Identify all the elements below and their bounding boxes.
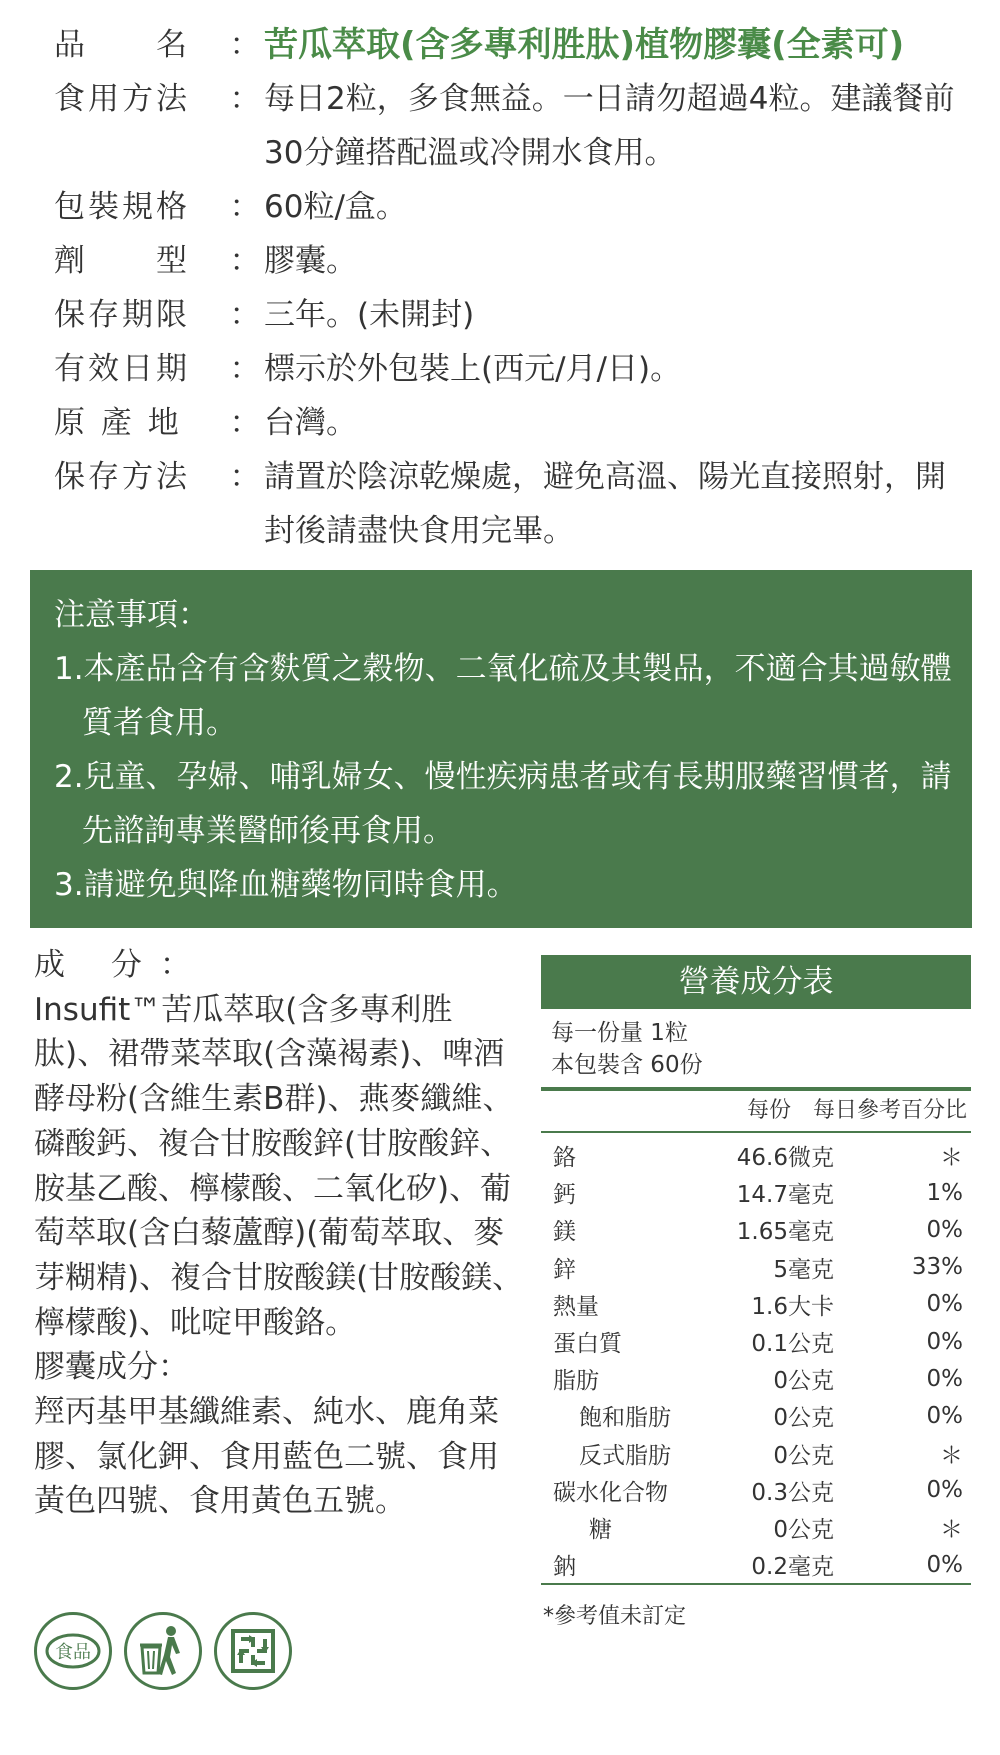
notice-title: 注意事項： [54, 597, 209, 633]
serving-info [541, 1009, 971, 1087]
nutrient-daily-value: ＊ [940, 1516, 963, 1543]
nutrient-daily-value: 33% [911, 1254, 963, 1281]
product-name: 苦瓜萃取(含多專利胜肽)植物膠囊(全素可) [264, 25, 905, 65]
nutrient-name: 鈣 [553, 1182, 576, 1209]
info-colon: ： [229, 189, 261, 225]
product-info [54, 18, 964, 558]
serving-size: 每一份量 1粒 [551, 1020, 688, 1046]
nutrient-amount: 0公克 [773, 1442, 834, 1469]
info-value: 膠囊。 [264, 243, 357, 279]
column-daily-value: 每日參考百分比 [812, 1098, 967, 1123]
info-value: 60粒/盒。 [264, 189, 407, 225]
nutrient-name: 蛋白質 [553, 1331, 622, 1358]
capsule-ingredients-title: 膠囊成分： [34, 1349, 189, 1386]
food-mark-label: 食品 [55, 1642, 91, 1663]
info-colon: ： [229, 243, 261, 279]
info-label: 劑 型 [54, 243, 190, 279]
column-per-serving: 每份 [746, 1098, 791, 1123]
nutrient-name: 糖 [589, 1516, 612, 1543]
nutrient-daily-value: 0% [926, 1291, 963, 1318]
info-row-origin [54, 396, 964, 450]
nutrient-daily-value: 0% [926, 1216, 963, 1243]
nutrient-row [541, 1249, 971, 1286]
nutrient-daily-value: 0% [926, 1551, 963, 1578]
nutrient-amount: 0.2毫克 [751, 1554, 834, 1581]
nutrient-name: 飽和脂肪 [579, 1405, 671, 1432]
servings-per-package: 本包裝含 60份 [551, 1052, 703, 1078]
divider [541, 1131, 971, 1133]
info-label: 有效日期 [54, 351, 190, 387]
info-row-storage [54, 450, 964, 558]
info-row-shelf-life [54, 288, 964, 342]
nutrient-row [541, 1137, 971, 1174]
notice-box [30, 570, 972, 928]
nutrient-row [541, 1360, 971, 1397]
info-label: 原 產 地 [54, 405, 182, 441]
nutrition-column-header [541, 1091, 971, 1131]
info-row-expiry [54, 342, 964, 396]
info-value: 請置於陰涼乾燥處，避免高溫、陽光直接照射，開封後請盡快食用完畢。 [264, 459, 946, 549]
nutrition-table [541, 955, 971, 1630]
nutrient-daily-value: 1% [926, 1179, 963, 1206]
capsule-ingredients-text: 羥丙基甲基纖維素、純水、鹿角菜膠、氯化鉀、食用藍色二號、食用黃色四號、食用黃色五號。 [34, 1394, 499, 1520]
info-colon: ： [229, 405, 261, 441]
nutrient-name: 鉻 [553, 1145, 576, 1172]
ingredients-title: 成 分： [34, 947, 209, 983]
nutrient-daily-value: ＊ [940, 1145, 963, 1172]
food-mark-icon [34, 1612, 112, 1690]
nutrient-name: 鈉 [553, 1554, 576, 1581]
info-colon: ： [229, 27, 261, 63]
certification-icons [34, 1612, 292, 1690]
nutrient-row [541, 1509, 971, 1546]
nutrient-row [541, 1472, 971, 1509]
nutrient-name: 脂肪 [553, 1368, 599, 1395]
nutrient-amount: 0.1公克 [751, 1331, 834, 1358]
ingredients-section [34, 943, 524, 1524]
nutrient-daily-value: 0% [926, 1402, 963, 1429]
nutrient-amount: 0公克 [773, 1516, 834, 1543]
nutrient-amount: 1.6大卡 [751, 1293, 834, 1320]
info-value: 標示於外包裝上(西元/月/日)。 [264, 351, 682, 387]
nutrient-amount: 46.6微克 [736, 1145, 834, 1172]
info-label: 保存方法 [54, 459, 190, 495]
nutrient-name: 鋅 [553, 1256, 576, 1283]
nutrient-daily-value: ＊ [940, 1442, 963, 1469]
nutrition-title: 營養成分表 [541, 955, 971, 1009]
nutrient-name: 碳水化合物 [553, 1479, 668, 1506]
trash-recycle-icon [124, 1612, 202, 1690]
info-label: 保存期限 [54, 297, 190, 333]
info-colon: ： [229, 81, 261, 117]
nutrient-daily-value: 0% [926, 1477, 963, 1504]
nutrient-name: 鎂 [553, 1219, 576, 1246]
info-colon: ： [229, 297, 261, 333]
nutrient-daily-value: 0% [926, 1365, 963, 1392]
info-value: 三年。(未開封) [264, 297, 475, 333]
info-row-usage [54, 72, 964, 180]
notice-item: 1.本產品含有含麩質之穀物、二氧化硫及其製品，不適合其過敏體質者食用。 [54, 651, 952, 741]
nutrition-footnote: *參考值未訂定 [543, 1604, 687, 1630]
nutrient-amount: 1.65毫克 [736, 1219, 834, 1246]
ingredients-text: Insufit™苦瓜萃取(含多專利胜肽)、裙帶菜萃取(含藻褐素)、啤酒酵母粉(含維生素B群)、燕麥纖維、磷酸鈣、複合甘胺酸鋅(甘胺酸鋅、胺基乙酸、檸檬酸、二氧化矽)、葡萄萃取(含白藜蘆醇)(葡萄萃取、麥芽糊精)、複合甘胺酸鎂(甘胺酸鎂、檸檬酸)、吡啶甲酸鉻。 [34, 991, 524, 1341]
info-label: 品 名 [54, 27, 190, 63]
divider [541, 1583, 971, 1585]
notice-item: 3.請避免與降血糖藥物同時食用。 [54, 867, 518, 903]
info-label: 包裝規格 [54, 189, 190, 225]
nutrient-amount: 5毫克 [773, 1256, 834, 1283]
info-row-form [54, 234, 964, 288]
info-row-package [54, 180, 964, 234]
info-value: 台灣。 [264, 405, 357, 441]
nutrient-amount: 0公克 [773, 1405, 834, 1432]
nutrient-row [541, 1546, 971, 1583]
info-value: 每日2粒，多食無益。一日請勿超過4粒。建議餐前30分鐘搭配溫或冷開水食用。 [264, 81, 955, 171]
nutrient-row [541, 1435, 971, 1472]
nutrient-name: 熱量 [553, 1293, 599, 1320]
recycle-mark-icon [214, 1612, 292, 1690]
nutrient-amount: 14.7毫克 [736, 1182, 834, 1209]
notice-item: 2.兒童、孕婦、哺乳婦女、慢性疾病患者或有長期服藥習慣者，請先諮詢專業醫師後再食用。 [54, 759, 952, 849]
nutrient-row [541, 1397, 971, 1434]
nutrient-amount: 0.3公克 [751, 1479, 834, 1506]
nutrient-daily-value: 0% [926, 1328, 963, 1355]
info-row-name [54, 18, 964, 72]
info-colon: ： [229, 459, 261, 495]
nutrient-row [541, 1323, 971, 1360]
nutrient-row [541, 1286, 971, 1323]
nutrient-rows [541, 1137, 971, 1583]
nutrient-amount: 0公克 [773, 1368, 834, 1395]
info-label: 食用方法 [54, 81, 190, 117]
nutrient-row [541, 1211, 971, 1248]
info-colon: ： [229, 351, 261, 387]
nutrient-name: 反式脂肪 [579, 1442, 671, 1469]
nutrient-row [541, 1174, 971, 1211]
